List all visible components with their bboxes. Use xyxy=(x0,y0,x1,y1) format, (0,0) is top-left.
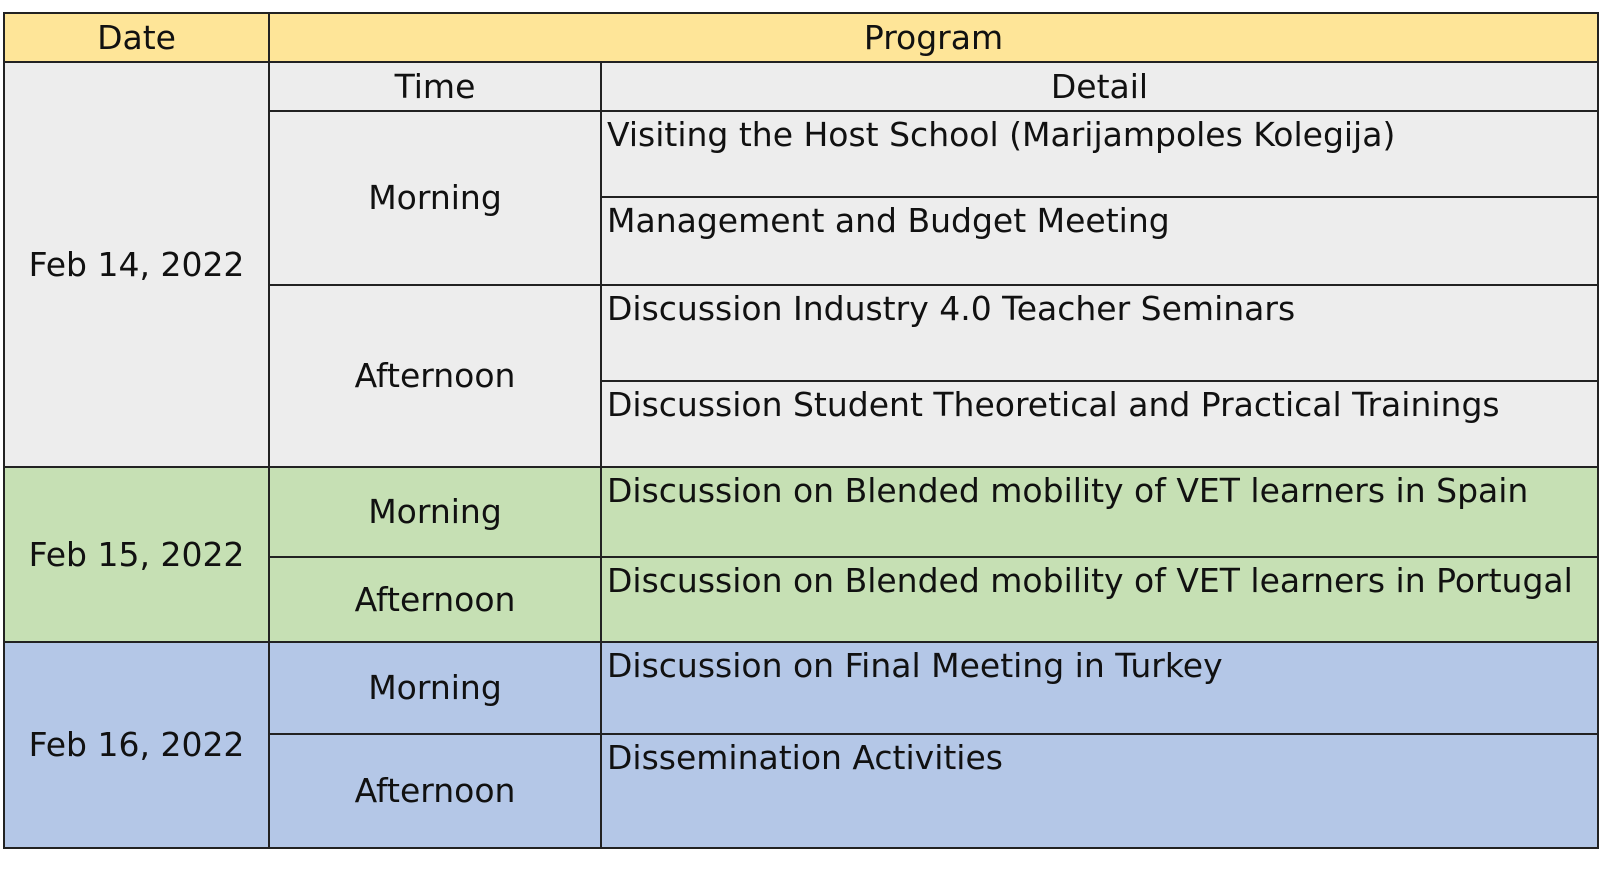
table-row xyxy=(4,467,1598,557)
time-column-header: Time xyxy=(269,62,601,111)
time-cell: Morning xyxy=(269,467,601,557)
time-cell: Morning xyxy=(269,642,601,734)
program-column-header: Program xyxy=(269,13,1598,62)
time-cell: Morning xyxy=(269,111,601,285)
table-row xyxy=(4,642,1598,734)
time-cell: Afternoon xyxy=(269,557,601,642)
detail-cell: Discussion on Final Meeting in Turkey xyxy=(601,642,1598,734)
detail-cell: Discussion on Blended mobility of VET learners in Spain xyxy=(601,467,1598,557)
header-row xyxy=(4,13,1598,62)
detail-cell: Discussion Industry 4.0 Teacher Seminars xyxy=(601,285,1598,381)
detail-cell: Management and Budget Meeting xyxy=(601,197,1598,285)
table-row xyxy=(4,62,1598,111)
detail-cell: Discussion Student Theoretical and Practical Trainings xyxy=(601,381,1598,467)
date-cell: Feb 16, 2022 xyxy=(4,642,269,848)
schedule-table-container xyxy=(3,12,1597,867)
detail-cell: Discussion on Blended mobility of VET learners in Portugal xyxy=(601,557,1598,642)
date-cell: Feb 15, 2022 xyxy=(4,467,269,642)
detail-column-header: Detail xyxy=(601,62,1598,111)
date-cell: Feb 14, 2022 xyxy=(4,62,269,467)
schedule-table xyxy=(3,12,1599,849)
detail-cell: Dissemination Activities xyxy=(601,734,1598,848)
time-cell: Afternoon xyxy=(269,734,601,848)
time-cell: Afternoon xyxy=(269,285,601,467)
detail-cell: Visiting the Host School (Marijampoles Kolegija) xyxy=(601,111,1598,197)
date-column-header: Date xyxy=(4,13,269,62)
